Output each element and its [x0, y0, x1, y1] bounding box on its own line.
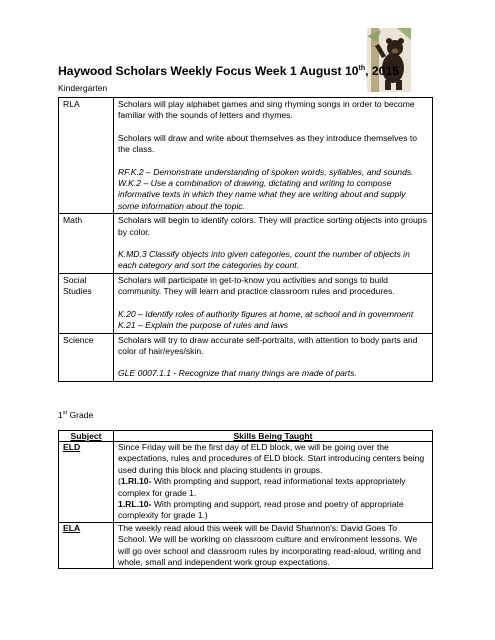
table-row [59, 522, 433, 569]
table-row [59, 273, 433, 333]
table-row [59, 214, 433, 274]
content-cell: Scholars will participate in get-to-know you activities and songs to build community. They will learn and practice classroom rules and procedures. K.20 – Identify roles of authority figures at home, at school and in government K.21 – Explain the purpose of rules and laws [114, 273, 433, 333]
content-cell: Scholars will try to draw accurate self-portraits, with attention to body parts and color of hair/eyes/skin. GLE 0007.1.1 - Recognize that many things are made of parts. [114, 333, 433, 381]
table-row [59, 98, 433, 214]
content-cell: The weekly read aloud this week will be David Shannon's: David Goes To School. We will be working on classroom culture and environment lessons. We will go over school and classroom rules by incorporating read-aloud, writing and whole, small and independent work group expectations. [114, 522, 433, 569]
content-cell: Since Friday will be the first day of ELD block, we will be going over the expectations, rules and procedures of ELD block. Start introducing centers being used during this block and placing students in groups. (1.RI.10- With prompting and support, read informational texts appropriately complex for grade 1. 1.RL.10- With prompting and support, read prose and poetry of appropriate complexity for grade 1.) [114, 442, 433, 523]
grade1-table [58, 430, 433, 569]
subject-cell: Science [59, 333, 114, 381]
content-cell: Scholars will begin to identify colors. They will practice sorting objects into groups by color. K.MD.3 Classify objects into given categories, count the number of objects in each category and sort the categories by count. [114, 214, 433, 274]
subject-cell: Social Studies [59, 273, 114, 333]
page-title: Haywood Scholars Weekly Focus Week 1 August 10th, 2015 [58, 64, 399, 78]
table-header-row [59, 431, 433, 442]
content-cell: Scholars will play alphabet games and sing rhyming songs in order to become familiar with the sounds of letters and rhymes. Scholars will draw and write about themselves as they introduce themselves to the class. RF.K.2 – Demonstrate understanding of spoken words, syllables, and sounds. W.K.2 – Use a combination of drawing, dictating and writing to compose informative texts in which they name what they are writing about and supply some information about the topic. [114, 98, 433, 214]
subject-cell: RLA [59, 98, 114, 214]
subject-header: Subject [59, 431, 114, 442]
grade1-label: 1st Grade [58, 410, 94, 420]
kindergarten-table [58, 97, 433, 382]
kindergarten-label: Kindergarten [58, 83, 108, 93]
subject-cell: Math [59, 214, 114, 274]
table-row [59, 333, 433, 381]
subject-cell: ELD [59, 442, 114, 523]
table-row [59, 442, 433, 523]
bear-mascot-image [367, 28, 411, 92]
skills-header: Skills Being Taught [114, 431, 433, 442]
subject-cell: ELA [59, 522, 114, 569]
